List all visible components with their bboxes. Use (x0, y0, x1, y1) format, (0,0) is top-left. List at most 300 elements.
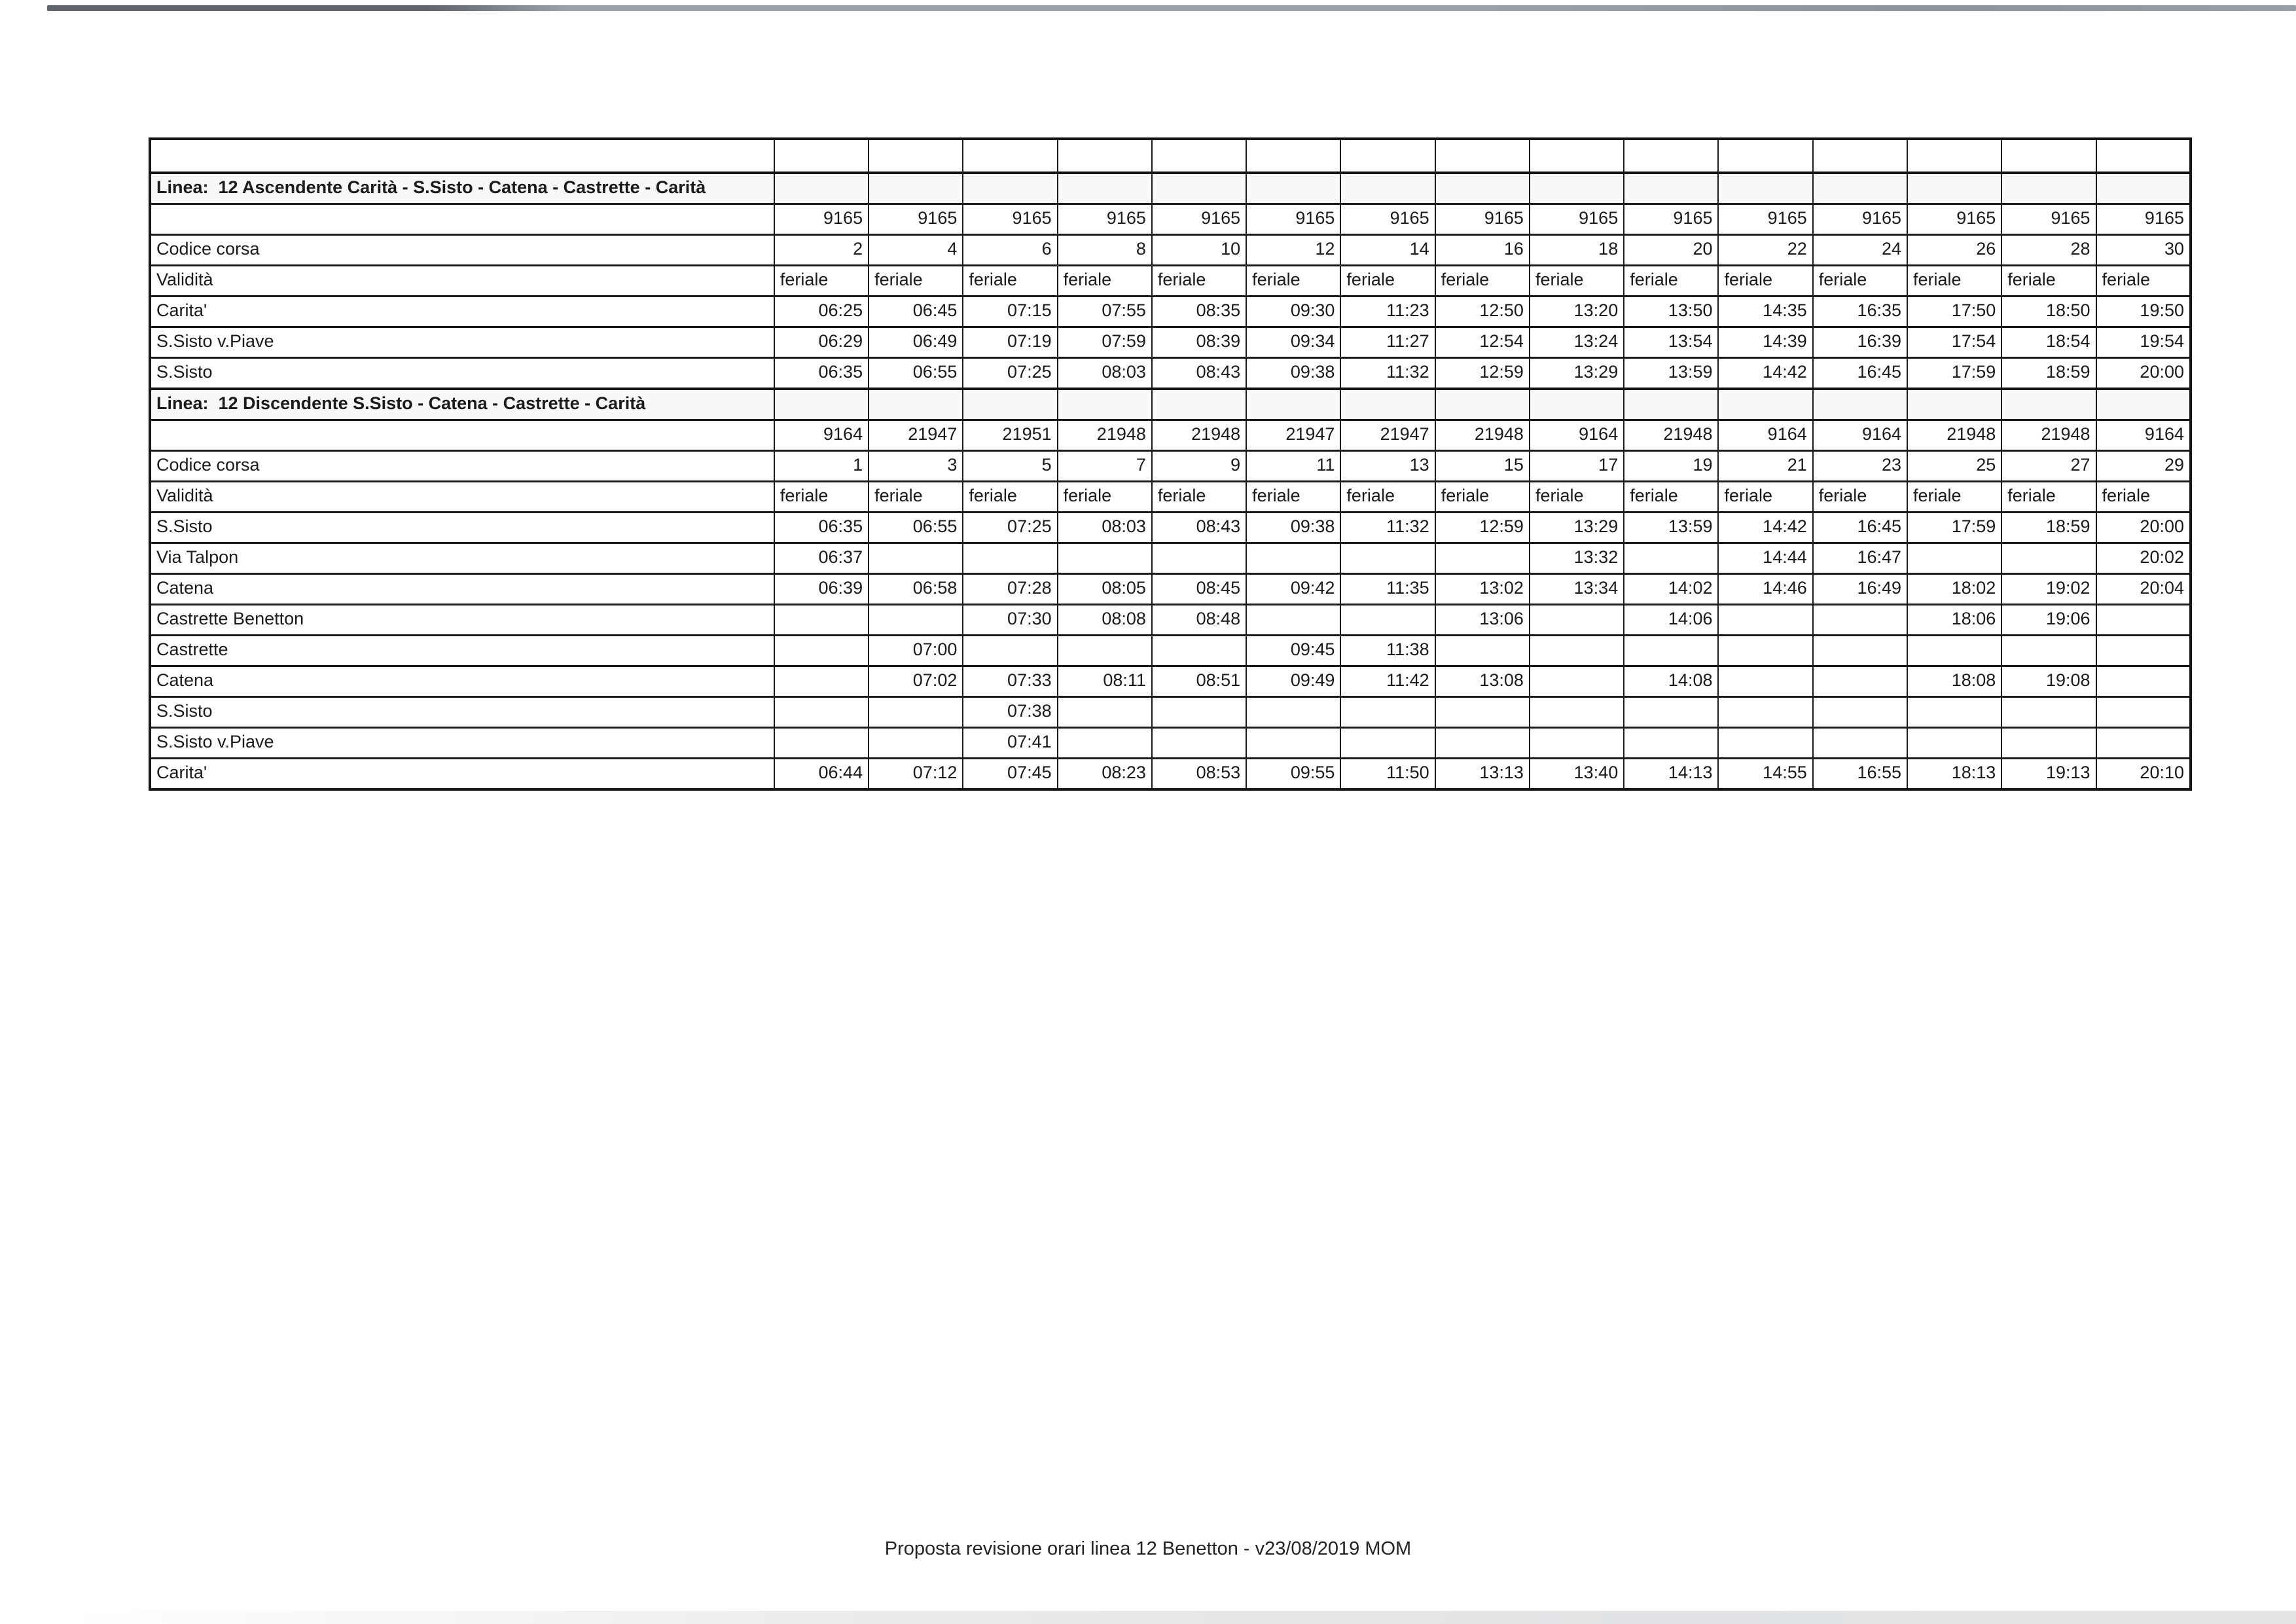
value-cell: 13:40 (1530, 759, 1624, 790)
value-cell: 08:03 (1058, 358, 1152, 389)
value-cell: 11:27 (1340, 327, 1435, 358)
empty-cell (1718, 697, 1812, 728)
value-cell: feriale (774, 266, 869, 297)
value-cell: 16:55 (1813, 759, 1907, 790)
value-cell: 18:50 (2001, 297, 2096, 327)
value-cell: 06:55 (869, 358, 963, 389)
empty-cell (774, 605, 869, 636)
value-cell: 16:47 (1813, 543, 1907, 574)
value-cell: 8 (1058, 235, 1152, 266)
value-cell: 14:42 (1718, 358, 1812, 389)
value-cell: 07:33 (963, 666, 1057, 697)
value-cell: 25 (1907, 451, 2001, 482)
empty-cell (1907, 636, 2001, 666)
value-cell: 26 (1907, 235, 2001, 266)
table-row (150, 204, 2191, 235)
value-cell: 13:59 (1624, 358, 1718, 389)
value-cell: 9165 (963, 204, 1057, 235)
row-label (150, 204, 774, 235)
value-cell: feriale (1058, 266, 1152, 297)
value-cell: 21947 (1340, 420, 1435, 451)
value-cell: feriale (1907, 482, 2001, 513)
value-cell: 08:35 (1152, 297, 1246, 327)
table-row (150, 266, 2191, 297)
empty-cell (1246, 605, 1340, 636)
empty-cell (1340, 139, 1435, 173)
empty-cell (1813, 636, 1907, 666)
value-cell: 06:29 (774, 327, 869, 358)
row-label: S.Sisto (150, 358, 774, 389)
empty-cell (1152, 543, 1246, 574)
value-cell: 13:59 (1624, 513, 1718, 543)
value-cell: 29 (2096, 451, 2191, 482)
value-cell: 21947 (1246, 420, 1340, 451)
empty-cell (2001, 543, 2096, 574)
value-cell: 09:45 (1246, 636, 1340, 666)
value-cell: 13:50 (1624, 297, 1718, 327)
empty-cell (869, 173, 963, 204)
value-cell: 07:59 (1058, 327, 1152, 358)
empty-cell (1813, 173, 1907, 204)
value-cell: 07:38 (963, 697, 1057, 728)
value-cell: 12:59 (1435, 358, 1530, 389)
value-cell: 14 (1340, 235, 1435, 266)
value-cell: 07:15 (963, 297, 1057, 327)
empty-cell (1058, 139, 1152, 173)
value-cell: 19 (1624, 451, 1718, 482)
scan-edge-line (47, 5, 2296, 11)
value-cell: 9165 (869, 204, 963, 235)
empty-cell (2001, 728, 2096, 759)
empty-cell (1246, 697, 1340, 728)
value-cell: 9164 (1813, 420, 1907, 451)
value-cell: 9165 (1152, 204, 1246, 235)
value-cell: 07:19 (963, 327, 1057, 358)
value-cell: 08:08 (1058, 605, 1152, 636)
timetable-body (150, 139, 2191, 789)
value-cell: 14:08 (1624, 666, 1718, 697)
value-cell: 22 (1718, 235, 1812, 266)
empty-cell (1813, 389, 1907, 420)
value-cell: 07:55 (1058, 297, 1152, 327)
empty-cell (1152, 139, 1246, 173)
value-cell: 16:45 (1813, 358, 1907, 389)
value-cell: 21948 (2001, 420, 2096, 451)
value-cell: 21948 (1435, 420, 1530, 451)
value-cell: 06:39 (774, 574, 869, 605)
empty-cell (1530, 173, 1624, 204)
value-cell: 08:05 (1058, 574, 1152, 605)
table-row (150, 513, 2191, 543)
value-cell: 14:35 (1718, 297, 1812, 327)
empty-cell (1435, 139, 1530, 173)
value-cell: 21951 (963, 420, 1057, 451)
value-cell: 21948 (1152, 420, 1246, 451)
empty-cell (1624, 173, 1718, 204)
value-cell: 13:20 (1530, 297, 1624, 327)
empty-cell (2001, 636, 2096, 666)
empty-cell (869, 139, 963, 173)
value-cell: 9164 (774, 420, 869, 451)
spacer-row (150, 139, 2191, 173)
value-cell: feriale (869, 482, 963, 513)
value-cell: 18:02 (1907, 574, 2001, 605)
value-cell: 20:04 (2096, 574, 2191, 605)
value-cell: 09:38 (1246, 358, 1340, 389)
value-cell: 07:25 (963, 513, 1057, 543)
value-cell: feriale (1246, 266, 1340, 297)
empty-cell (1435, 697, 1530, 728)
empty-cell (1058, 389, 1152, 420)
empty-cell (774, 728, 869, 759)
value-cell: 06:58 (869, 574, 963, 605)
empty-cell (1813, 728, 1907, 759)
value-cell: 18:06 (1907, 605, 2001, 636)
value-cell: 20:00 (2096, 358, 2191, 389)
value-cell: 24 (1813, 235, 1907, 266)
value-cell: 18:59 (2001, 358, 2096, 389)
empty-cell (2096, 636, 2191, 666)
value-cell: 12:59 (1435, 513, 1530, 543)
empty-cell (774, 636, 869, 666)
value-cell: 13:13 (1435, 759, 1530, 790)
value-cell: 13:29 (1530, 358, 1624, 389)
empty-cell (1624, 389, 1718, 420)
empty-cell (1340, 605, 1435, 636)
value-cell: 11:50 (1340, 759, 1435, 790)
value-cell: feriale (963, 266, 1057, 297)
value-cell: 11:35 (1340, 574, 1435, 605)
value-cell: 19:54 (2096, 327, 2191, 358)
value-cell: 14:39 (1718, 327, 1812, 358)
value-cell: 11:23 (1340, 297, 1435, 327)
value-cell: 27 (2001, 451, 2096, 482)
empty-cell (1530, 728, 1624, 759)
value-cell: 9164 (2096, 420, 2191, 451)
value-cell: 07:30 (963, 605, 1057, 636)
value-cell: feriale (1435, 482, 1530, 513)
section-title: Linea: 12 Ascendente Carità - S.Sisto - Catena - Castrette - Carità (150, 173, 774, 204)
empty-cell (2001, 139, 2096, 173)
value-cell: 17:59 (1907, 358, 2001, 389)
value-cell: 06:55 (869, 513, 963, 543)
empty-cell (1813, 605, 1907, 636)
empty-cell (774, 139, 869, 173)
value-cell: 19:08 (2001, 666, 2096, 697)
value-cell: 20:10 (2096, 759, 2191, 790)
empty-cell (1907, 697, 2001, 728)
value-cell: 07:00 (869, 636, 963, 666)
value-cell: 16:49 (1813, 574, 1907, 605)
value-cell: 19:02 (2001, 574, 2096, 605)
table-row (150, 297, 2191, 327)
empty-cell (1246, 389, 1340, 420)
empty-cell (1152, 728, 1246, 759)
value-cell: 14:42 (1718, 513, 1812, 543)
value-cell: 9165 (1246, 204, 1340, 235)
empty-cell (1340, 173, 1435, 204)
empty-cell (1152, 389, 1246, 420)
table-row (150, 574, 2191, 605)
empty-cell (1435, 173, 1530, 204)
empty-cell (1907, 139, 2001, 173)
empty-cell (1718, 389, 1812, 420)
value-cell: 9165 (1907, 204, 2001, 235)
empty-cell (1435, 543, 1530, 574)
value-cell: 06:45 (869, 297, 963, 327)
empty-cell (774, 173, 869, 204)
value-cell: 9165 (774, 204, 869, 235)
empty-cell (1718, 605, 1812, 636)
value-cell: 13:02 (1435, 574, 1530, 605)
empty-cell (1058, 636, 1152, 666)
footer-note: Proposta revisione orari linea 12 Benetton - v23/08/2019 MOM (884, 1538, 1412, 1559)
row-label: S.Sisto v.Piave (150, 728, 774, 759)
value-cell: 13:24 (1530, 327, 1624, 358)
empty-cell (2001, 173, 2096, 204)
empty-cell (1624, 697, 1718, 728)
value-cell: 14:13 (1624, 759, 1718, 790)
empty-cell (2096, 139, 2191, 173)
value-cell: 17 (1530, 451, 1624, 482)
value-cell: 13:08 (1435, 666, 1530, 697)
value-cell: 09:42 (1246, 574, 1340, 605)
value-cell: feriale (2096, 266, 2191, 297)
table-row (150, 451, 2191, 482)
value-cell: 08:45 (1152, 574, 1246, 605)
empty-cell (1058, 543, 1152, 574)
value-cell: 20:00 (2096, 513, 2191, 543)
value-cell: 4 (869, 235, 963, 266)
value-cell: 11:32 (1340, 513, 1435, 543)
value-cell: feriale (1435, 266, 1530, 297)
empty-cell (2001, 389, 2096, 420)
empty-cell (963, 543, 1057, 574)
value-cell: 07:28 (963, 574, 1057, 605)
empty-cell (1152, 636, 1246, 666)
row-label: Via Talpon (150, 543, 774, 574)
value-cell: feriale (1530, 266, 1624, 297)
empty-cell (2096, 666, 2191, 697)
row-label: Catena (150, 574, 774, 605)
value-cell: 13 (1340, 451, 1435, 482)
empty-cell (1530, 697, 1624, 728)
value-cell: 14:46 (1718, 574, 1812, 605)
value-cell: feriale (2096, 482, 2191, 513)
empty-cell (2096, 173, 2191, 204)
table-row (150, 235, 2191, 266)
empty-cell (1624, 543, 1718, 574)
value-cell: 12:50 (1435, 297, 1530, 327)
empty-cell (1813, 139, 1907, 173)
table-row (150, 666, 2191, 697)
row-label: Carita' (150, 759, 774, 790)
value-cell: 9165 (1813, 204, 1907, 235)
value-cell: 18 (1530, 235, 1624, 266)
value-cell: 6 (963, 235, 1057, 266)
value-cell: feriale (774, 482, 869, 513)
value-cell: 18:08 (1907, 666, 2001, 697)
value-cell: 06:35 (774, 358, 869, 389)
row-label: Codice corsa (150, 451, 774, 482)
value-cell: 21948 (1624, 420, 1718, 451)
empty-cell (963, 173, 1057, 204)
empty-cell (2096, 697, 2191, 728)
empty-cell (1340, 697, 1435, 728)
value-cell: 07:12 (869, 759, 963, 790)
value-cell: 16:39 (1813, 327, 1907, 358)
value-cell: 7 (1058, 451, 1152, 482)
value-cell: 12:54 (1435, 327, 1530, 358)
value-cell: feriale (1152, 266, 1246, 297)
row-label: S.Sisto (150, 513, 774, 543)
empty-cell (1907, 728, 2001, 759)
empty-cell (2001, 697, 2096, 728)
empty-cell (2096, 389, 2191, 420)
value-cell: feriale (1530, 482, 1624, 513)
table-row (150, 358, 2191, 389)
timetable (149, 137, 2192, 791)
value-cell: 08:39 (1152, 327, 1246, 358)
value-cell: 14:44 (1718, 543, 1812, 574)
empty-cell (2096, 728, 2191, 759)
value-cell: 9165 (1530, 204, 1624, 235)
row-label: Catena (150, 666, 774, 697)
table-row (150, 759, 2191, 790)
value-cell: 21 (1718, 451, 1812, 482)
table-row (150, 697, 2191, 728)
empty-cell (774, 389, 869, 420)
empty-cell (1813, 666, 1907, 697)
value-cell: 13:54 (1624, 327, 1718, 358)
value-cell: 13:32 (1530, 543, 1624, 574)
value-cell: 15 (1435, 451, 1530, 482)
row-label: Castrette (150, 636, 774, 666)
value-cell: feriale (1340, 266, 1435, 297)
value-cell: 09:38 (1246, 513, 1340, 543)
value-cell: 9165 (1058, 204, 1152, 235)
value-cell: 9 (1152, 451, 1246, 482)
value-cell: 3 (869, 451, 963, 482)
value-cell: 17:50 (1907, 297, 2001, 327)
value-cell: 06:37 (774, 543, 869, 574)
row-label: S.Sisto (150, 697, 774, 728)
empty-cell (1718, 728, 1812, 759)
empty-cell (1718, 139, 1812, 173)
value-cell: 12 (1246, 235, 1340, 266)
table-row (150, 327, 2191, 358)
empty-cell (963, 389, 1057, 420)
value-cell: 19:13 (2001, 759, 2096, 790)
empty-cell (1152, 697, 1246, 728)
value-cell: 13:34 (1530, 574, 1624, 605)
value-cell: 14:02 (1624, 574, 1718, 605)
empty-cell (1058, 697, 1152, 728)
table-row (150, 482, 2191, 513)
scan-bottom-band (72, 1611, 2296, 1624)
value-cell: 1 (774, 451, 869, 482)
empty-cell (1624, 139, 1718, 173)
value-cell: 08:03 (1058, 513, 1152, 543)
table-row (150, 728, 2191, 759)
empty-cell (1530, 139, 1624, 173)
empty-cell (1718, 636, 1812, 666)
table-row (150, 543, 2191, 574)
row-label: Validità (150, 266, 774, 297)
value-cell: 9164 (1718, 420, 1812, 451)
value-cell: 30 (2096, 235, 2191, 266)
table-row (150, 420, 2191, 451)
value-cell: 9165 (1435, 204, 1530, 235)
value-cell: 11:32 (1340, 358, 1435, 389)
value-cell: 9165 (1340, 204, 1435, 235)
value-cell: feriale (1624, 482, 1718, 513)
value-cell: 19:50 (2096, 297, 2191, 327)
value-cell: 07:45 (963, 759, 1057, 790)
empty-cell (1718, 173, 1812, 204)
empty-cell (1530, 389, 1624, 420)
value-cell: feriale (1813, 482, 1907, 513)
empty-cell (869, 389, 963, 420)
value-cell: 11 (1246, 451, 1340, 482)
value-cell: 21948 (1907, 420, 2001, 451)
value-cell: 14:06 (1624, 605, 1718, 636)
value-cell: 07:02 (869, 666, 963, 697)
value-cell: feriale (1340, 482, 1435, 513)
empty-cell (1530, 605, 1624, 636)
value-cell: 9164 (1530, 420, 1624, 451)
value-cell: 20 (1624, 235, 1718, 266)
value-cell: 10 (1152, 235, 1246, 266)
empty-cell (1435, 636, 1530, 666)
empty-cell (1530, 666, 1624, 697)
empty-cell (1530, 636, 1624, 666)
value-cell: 08:23 (1058, 759, 1152, 790)
value-cell: 11:38 (1340, 636, 1435, 666)
empty-cell (869, 543, 963, 574)
empty-cell (1246, 139, 1340, 173)
value-cell: 06:44 (774, 759, 869, 790)
empty-cell (1058, 173, 1152, 204)
empty-cell (1907, 389, 2001, 420)
empty-cell (869, 605, 963, 636)
table-row (150, 636, 2191, 666)
empty-cell (1058, 728, 1152, 759)
empty-cell (1907, 173, 2001, 204)
row-label: Carita' (150, 297, 774, 327)
value-cell: 07:41 (963, 728, 1057, 759)
section-title-row (150, 173, 2191, 204)
table-row (150, 605, 2191, 636)
value-cell: 08:48 (1152, 605, 1246, 636)
value-cell: 20:02 (2096, 543, 2191, 574)
empty-cell (774, 666, 869, 697)
value-cell: 21947 (869, 420, 963, 451)
value-cell: 18:59 (2001, 513, 2096, 543)
empty-cell (1813, 697, 1907, 728)
value-cell: 17:54 (1907, 327, 2001, 358)
empty-cell (1152, 173, 1246, 204)
row-label: Castrette Benetton (150, 605, 774, 636)
empty-cell (963, 139, 1057, 173)
value-cell: feriale (963, 482, 1057, 513)
value-cell: 13:06 (1435, 605, 1530, 636)
value-cell: feriale (2001, 266, 2096, 297)
value-cell: 08:43 (1152, 513, 1246, 543)
value-cell: 09:34 (1246, 327, 1340, 358)
value-cell: 9165 (1624, 204, 1718, 235)
value-cell: 16:45 (1813, 513, 1907, 543)
